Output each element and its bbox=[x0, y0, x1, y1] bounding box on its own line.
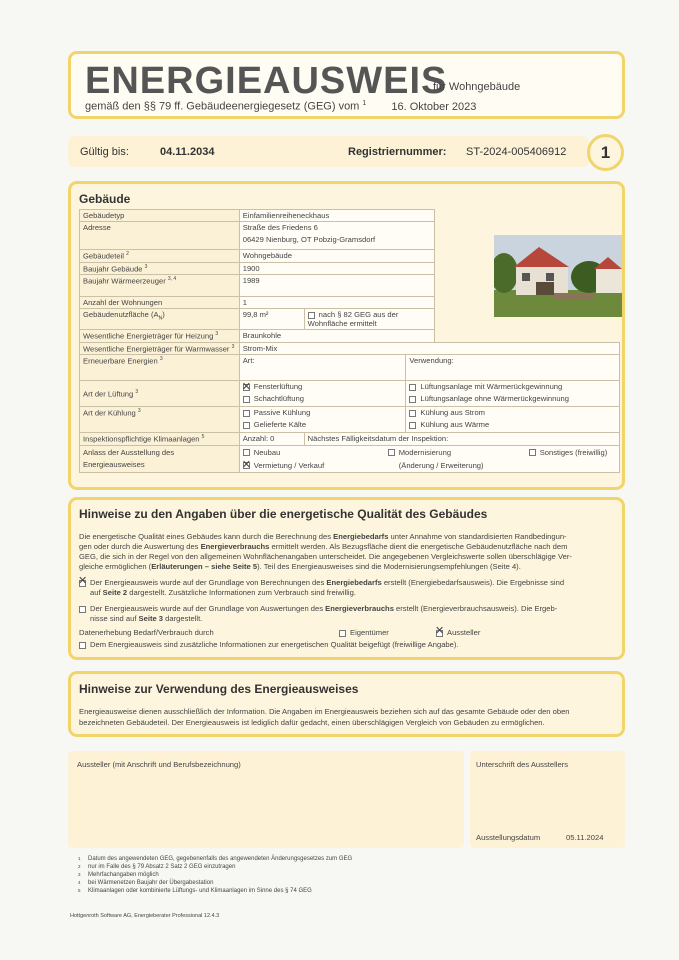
row-value: 1989 bbox=[239, 275, 435, 297]
electric-cooling-checkbox[interactable] bbox=[409, 410, 416, 417]
modernization-note: (Änderung / Erweiterung) bbox=[398, 460, 484, 470]
consumption-option: Der Energieausweis wurde auf der Grundlage von Auswertungen des Energieverbrauchs erstellt (Energieverbrauchsausweis). Die Ergeb- bbox=[79, 604, 557, 614]
demand-checkbox[interactable] bbox=[79, 580, 86, 587]
table-row bbox=[80, 210, 620, 222]
table-row bbox=[80, 342, 620, 355]
signature-box bbox=[470, 751, 625, 848]
usage-section-title: Hinweise zur Verwendung des Energieausweises bbox=[79, 682, 359, 696]
valid-until-value: 04.11.2034 bbox=[160, 146, 215, 158]
building-section-title: Gebäude bbox=[79, 192, 131, 206]
heat-cooling-checkbox[interactable] bbox=[409, 422, 416, 429]
law-text: gemäß den §§ 79 ff. Gebäudeenergiegesetz (GEG) vom bbox=[85, 100, 360, 113]
header-box bbox=[68, 51, 625, 119]
delivered-cooling-checkbox[interactable] bbox=[243, 422, 250, 429]
ac-next-inspection: Nächstes Fälligkeitsdatum der Inspektion: bbox=[304, 433, 619, 446]
modernization-checkbox[interactable] bbox=[388, 449, 395, 456]
footnote: 2 nur im Falle des § 79 Absatz 2 Satz 2 GEG einzutragen bbox=[78, 864, 236, 870]
row-label: Erneuerbare Energien $^3$ bbox=[80, 355, 240, 381]
extra-info-checkbox[interactable] bbox=[79, 642, 86, 649]
registration-value: ST-2024-005406912 bbox=[466, 146, 567, 158]
renewable-type: Art: bbox=[239, 355, 406, 381]
notes-paragraph-line: Die energetische Qualität eines Gebäudes kann durch die Berechnung des Energiebedarfs unter Annahme von standardisierten Randbedingun- bbox=[79, 532, 567, 541]
row-label: Adresse bbox=[80, 222, 240, 250]
issuer-box bbox=[68, 751, 464, 848]
row-label: Baujahr Wärmeerzeuger $^{3, 4}$ bbox=[80, 275, 240, 297]
window-ventilation-checkbox[interactable] bbox=[243, 384, 250, 391]
issue-date-value: 05.11.2024 bbox=[566, 833, 604, 842]
law-footnote-ref: 1 bbox=[362, 100, 367, 107]
row-value: 1 bbox=[239, 297, 435, 309]
row-label: Art der Kühlung $^3$ bbox=[80, 407, 240, 433]
area-option: nach § 82 GEG aus der Wohnfläche ermittelt bbox=[304, 309, 435, 330]
table-row bbox=[80, 407, 620, 433]
row-value: Strom-Mix bbox=[239, 342, 619, 355]
ventilation-options-left: ✕Fensterlüftung Schachtlüftung bbox=[239, 381, 406, 407]
row-value: Braunkohle bbox=[239, 330, 435, 343]
ventilation-no-recovery-checkbox[interactable] bbox=[409, 396, 416, 403]
signature-label: Unterschrift des Ausstellers bbox=[476, 760, 569, 769]
row-label: Anlass der Ausstellung des Energieausweises bbox=[80, 445, 240, 472]
shaft-ventilation-checkbox[interactable] bbox=[243, 396, 250, 403]
row-label: Wesentliche Energieträger für Warmwasser $^3$ bbox=[80, 342, 240, 355]
row-label: Gebäudenutzfläche $(A_N)$ bbox=[80, 309, 240, 330]
registration-label: Registriernummer: bbox=[348, 146, 447, 158]
other-checkbox[interactable] bbox=[529, 449, 536, 456]
ac-count: Anzahl: 0 bbox=[239, 433, 304, 446]
ventilation-heat-recovery-checkbox[interactable] bbox=[409, 384, 416, 391]
row-label: Art der Lüftung $^3$ bbox=[80, 381, 240, 407]
usage-line: Energieausweise dienen ausschließlich der Information. Die Angaben im Energieausweis beziehen sich auf das gesamte Gebäude oder den oben bbox=[79, 707, 570, 716]
address-line-1: Straße des Friedens 6 bbox=[242, 223, 318, 232]
usage-notes-section bbox=[68, 671, 625, 737]
row-label: Inspektionspflichtige Klimaanlagen $^5$ bbox=[80, 433, 240, 446]
consumption-checkbox[interactable] bbox=[79, 606, 86, 613]
demand-option-cont: auf Seite 2 dargestellt. Zusätzliche Informationen zum Verbrauch sind freiwillig. bbox=[90, 588, 356, 597]
footnotes bbox=[78, 856, 352, 896]
passive-cooling-checkbox[interactable] bbox=[243, 410, 250, 417]
row-value: 99,8 m² bbox=[239, 309, 304, 330]
document-subtitle: für Wohngebäude bbox=[433, 81, 521, 93]
new-building-checkbox[interactable] bbox=[243, 449, 250, 456]
table-row bbox=[80, 355, 620, 381]
notes-paragraph-line: gen oder durch die Auswertung des Energieverbrauchs ermittelt werden. Als Bezugsfläche dient die energetische Gebäudenutzfläche nach dem bbox=[79, 542, 568, 551]
issuer-label: Aussteller (mit Anschrift und Berufsbezeichnung) bbox=[77, 760, 241, 769]
owner-option: Eigentümer bbox=[339, 628, 389, 638]
cooling-options-right: Kühlung aus Strom Kühlung aus Wärme bbox=[406, 407, 620, 433]
row-value bbox=[239, 222, 435, 250]
issue-date-label: Ausstellungsdatum bbox=[476, 833, 541, 842]
notes-section-title: Hinweise zu den Angaben über die energetische Qualität des Gebäudes bbox=[79, 507, 488, 521]
building-section bbox=[68, 181, 625, 490]
data-collection-label: Datenerhebung Bedarf/Verbrauch durch bbox=[79, 628, 214, 637]
notes-paragraph-line: gleiche ermöglichen (Erläuterungen – siehe Seite 5). Teil des Energieausweises sind die Modernisierungsempfehlungen (Seite 4). bbox=[79, 562, 521, 571]
owner-checkbox[interactable] bbox=[339, 630, 346, 637]
demand-option: ✕Der Energieausweis wurde auf der Grundlage von Berechnungen des Energiebedarfs erstellt (Energiebedarfsausweis). Die Ergebnisse sind bbox=[79, 578, 564, 588]
row-label: Wesentliche Energieträger für Heizung $^3$ bbox=[80, 330, 240, 343]
row-label: Anzahl der Wohnungen bbox=[80, 297, 240, 309]
consumption-option-cont: nisse sind auf Seite 3 dargestellt. bbox=[90, 614, 203, 623]
occasion-options: Neubau ✕Vermietung / Verkauf Modernisierung (Änderung / Erweiterung) Sonstiges (freiwillig) bbox=[239, 445, 619, 472]
valid-until-label: Gültig bis: bbox=[80, 146, 129, 158]
extra-info-option: Dem Energieausweis sind zusätzliche Informationen zur energetischen Qualität beigefügt (freiwillige Angabe). bbox=[79, 640, 459, 650]
ventilation-options-right: Lüftungsanlage mit Wärmerückgewinnung Lüftungsanlage ohne Wärmerückgewinnung bbox=[406, 381, 620, 407]
law-date: 16. Oktober 2023 bbox=[391, 100, 477, 113]
row-label: Gebäudeteil $^2$ bbox=[80, 250, 240, 263]
validity-bar bbox=[68, 136, 589, 167]
cooling-options-left: Passive Kühlung Gelieferte Kälte bbox=[239, 407, 406, 433]
issuer-checkbox[interactable] bbox=[436, 630, 443, 637]
issuer-option: ✕ Aussteller bbox=[436, 628, 480, 638]
footnote: 1 Datum des angewendeten GEG, gegebenenfalls des angewendeten Änderungsgesetzes zum GEG bbox=[78, 856, 353, 862]
row-value: Einfamilienreiheneckhaus bbox=[239, 210, 435, 222]
row-value: 1900 bbox=[239, 262, 435, 275]
table-row bbox=[80, 445, 620, 472]
row-label: Gebäudetyp bbox=[80, 210, 240, 222]
table-row bbox=[80, 381, 620, 407]
renewable-usage: Verwendung: bbox=[406, 355, 620, 381]
row-value: Wohngebäude bbox=[239, 250, 435, 263]
footnote: 3 Mehrfachangaben möglich bbox=[78, 872, 159, 878]
software-credit: Hottgenroth Software AG, Energieberater Professional 12.4.3 bbox=[70, 913, 220, 919]
notes-paragraph-line: GEG, die sich in der Regel von den allgemeinen Wohnflächenangaben unterscheidet. Die angegebenen Vergleichswerte sollen überschlägige Ver- bbox=[79, 552, 572, 561]
address-line-2: 06429 Nienburg, OT Pobzig-Gramsdorf bbox=[242, 235, 376, 244]
quality-notes-section bbox=[68, 497, 625, 660]
footnote: 5 Klimaanlagen oder kombinierte Lüftungs- und Klimaanlagen im Sinne des § 74 GEG bbox=[78, 888, 312, 894]
table-row bbox=[80, 433, 620, 446]
document-title: ENERGIEAUSWEIS bbox=[85, 60, 448, 102]
page-number-badge: 1 bbox=[587, 134, 624, 171]
area-checkbox[interactable] bbox=[308, 312, 315, 319]
footnote: 4 bei Wärmenetzen Baujahr der Übergabestation bbox=[78, 880, 214, 886]
building-photo bbox=[494, 235, 622, 317]
law-reference bbox=[85, 100, 476, 113]
rent-sale-checkbox[interactable] bbox=[243, 462, 250, 469]
row-label: Baujahr Gebäude $^3$ bbox=[80, 262, 240, 275]
usage-line: bezeichneten Gebäudeteil. Der Energieausweis ist lediglich dafür gedacht, einen überschlägigen Vergleich von Gebäuden zu ermöglichen. bbox=[79, 718, 545, 727]
